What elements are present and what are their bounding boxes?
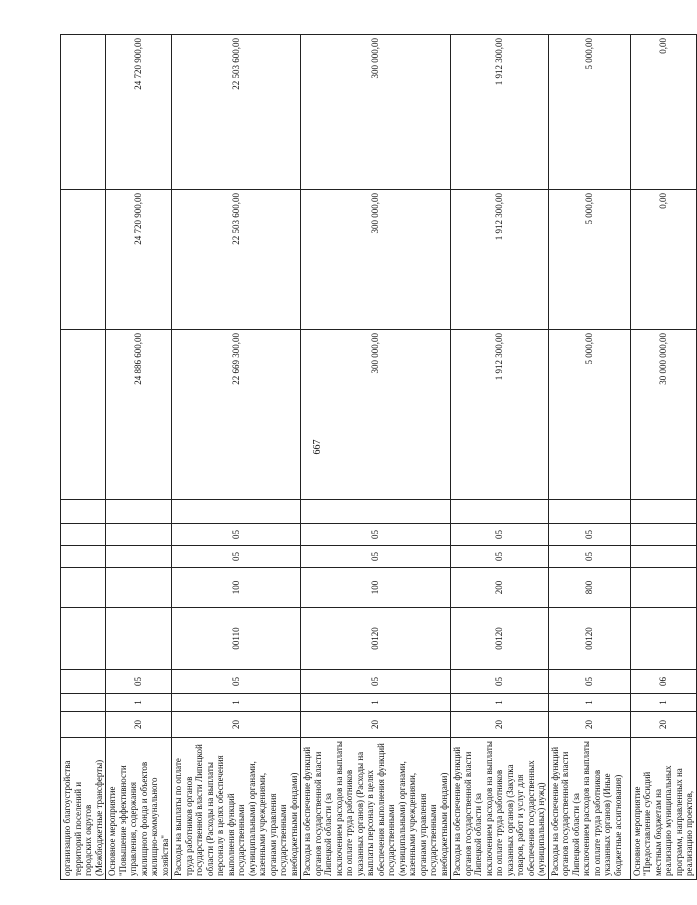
table-cell: 00120 [301, 608, 451, 670]
table-cell [106, 608, 172, 670]
table-cell: 22 669 300,00 [172, 330, 301, 500]
table-cell: 05 [548, 670, 630, 694]
row-description: Расходы на выплаты по оплате труда работников органов государственной власти Липецкой области (Расходы на выплаты персоналу в целях обеспечения выполнения функций государственными (муниципальными) органами, казенными учреждениями, органами управления государственными внебюджетными фондами) [172, 738, 301, 880]
table-cell: 100 [301, 568, 451, 608]
table-cell: 200 [451, 568, 549, 608]
table-cell: 1 [172, 694, 301, 712]
table-cell [61, 568, 106, 608]
table-cell: 05 [301, 524, 451, 546]
table-cell: 20 [106, 712, 172, 738]
table-cell: 5 000,00 [548, 35, 630, 190]
table-cell: 1 [106, 694, 172, 712]
table-cell [61, 546, 106, 568]
table-cell: 20 [630, 712, 696, 738]
table-cell: 00120 [451, 608, 549, 670]
table-cell [61, 670, 106, 694]
table-cell [106, 524, 172, 546]
table-cell [61, 35, 106, 190]
table-cell: 1 [630, 694, 696, 712]
table-cell: 0,00 [630, 190, 696, 330]
table-cell: 100 [172, 568, 301, 608]
table-cell: 800 [548, 568, 630, 608]
table-cell [61, 330, 106, 500]
table-cell: 24 720 900,00 [106, 35, 172, 190]
page-number: 667 [312, 439, 323, 455]
row-description: Расходы на обеспечение функций органов государственной власти Липецкой области (за исключением расходов на выплаты по оплате труда работников указанных органов) (Иные бюджетные ассигнования) [548, 738, 630, 880]
table-cell: 00110 [172, 608, 301, 670]
table-cell [172, 500, 301, 524]
table-cell: 22 503 600,00 [172, 35, 301, 190]
table-cell: 05 [172, 670, 301, 694]
table-cell: 20 [301, 712, 451, 738]
table-cell: 1 [548, 694, 630, 712]
table-cell [106, 500, 172, 524]
table-cell: 300 000,00 [301, 330, 451, 500]
row-description: Расходы на обеспечение функций органов государственной власти Липецкой области (за исключением расходов на выплаты по оплате труда работников указанных органов) (Закупка товаров, работ и услуг для обеспечения государственных (муниципальных) нужд) [451, 738, 549, 880]
table-cell: 30 000 000,00 [630, 330, 696, 500]
table-cell: 00120 [548, 608, 630, 670]
table-cell: 05 [548, 524, 630, 546]
budget-table [60, 34, 697, 880]
table-cell: 05 [172, 546, 301, 568]
table-cell: 05 [451, 670, 549, 694]
table-cell [61, 712, 106, 738]
row-description: Основное мероприятие "Повышение эффективности управления, содержания жилищного фонда и объектов жилищно-коммунального хозяйства" [106, 738, 172, 880]
table-cell: 1 912 300,00 [451, 35, 549, 190]
table-cell [630, 500, 696, 524]
table-cell: 22 503 600,00 [172, 190, 301, 330]
table-cell: 24 720 900,00 [106, 190, 172, 330]
table-row [548, 35, 630, 880]
table-cell [630, 608, 696, 670]
table-cell [61, 524, 106, 546]
table-cell: 05 [301, 546, 451, 568]
table-row [451, 35, 549, 880]
rotated-page [60, 35, 694, 880]
table-cell: 300 000,00 [301, 35, 451, 190]
table-cell [61, 608, 106, 670]
table-cell: 1 [301, 694, 451, 712]
table-cell: 5 000,00 [548, 330, 630, 500]
row-description: Расходы на обеспечение функций органов государственной власти Липецкой области (за исключением расходов на выплаты по оплате труда работников указанных органов) (Расходы на выплаты персоналу в целях обеспечения выполнения функций государственными (муниципальными) органами, казенными учреждениями, органами управления государственными внебюджетными фондами) [301, 738, 451, 880]
table-row [630, 35, 696, 880]
table-cell: 20 [548, 712, 630, 738]
table-cell: 20 [451, 712, 549, 738]
table-cell: 05 [172, 524, 301, 546]
table-cell: 0,00 [630, 35, 696, 190]
table-cell: 05 [451, 546, 549, 568]
table-cell [61, 190, 106, 330]
table-cell: 300 000,00 [301, 190, 451, 330]
row-description: организацию благоустройства территорий поселений и городских округов (Межбюджетные трансферты) [61, 738, 106, 880]
table-cell [451, 500, 549, 524]
table-row [172, 35, 301, 880]
table-cell: 05 [451, 524, 549, 546]
table-cell: 05 [106, 670, 172, 694]
table-row [61, 35, 106, 880]
table-row [106, 35, 172, 880]
table-cell: 06 [630, 670, 696, 694]
table-cell: 24 886 600,00 [106, 330, 172, 500]
table-cell [61, 694, 106, 712]
table-cell [106, 546, 172, 568]
row-description: Основное мероприятие "Предоставление субсидий местным бюджетам на реализацию муниципальных программ, направленных на реализацию проектов, [630, 738, 696, 880]
table-cell [630, 568, 696, 608]
table-cell: 1 912 300,00 [451, 190, 549, 330]
table-cell: 05 [301, 670, 451, 694]
table-cell: 5 000,00 [548, 190, 630, 330]
table-cell: 1 912 300,00 [451, 330, 549, 500]
table-row [301, 35, 451, 880]
table-cell [630, 546, 696, 568]
table-cell [548, 500, 630, 524]
table-cell [630, 524, 696, 546]
table-cell: 20 [172, 712, 301, 738]
table-cell: 1 [451, 694, 549, 712]
table-cell: 05 [548, 546, 630, 568]
table-cell [106, 568, 172, 608]
table-cell [301, 500, 451, 524]
table-cell [61, 500, 106, 524]
